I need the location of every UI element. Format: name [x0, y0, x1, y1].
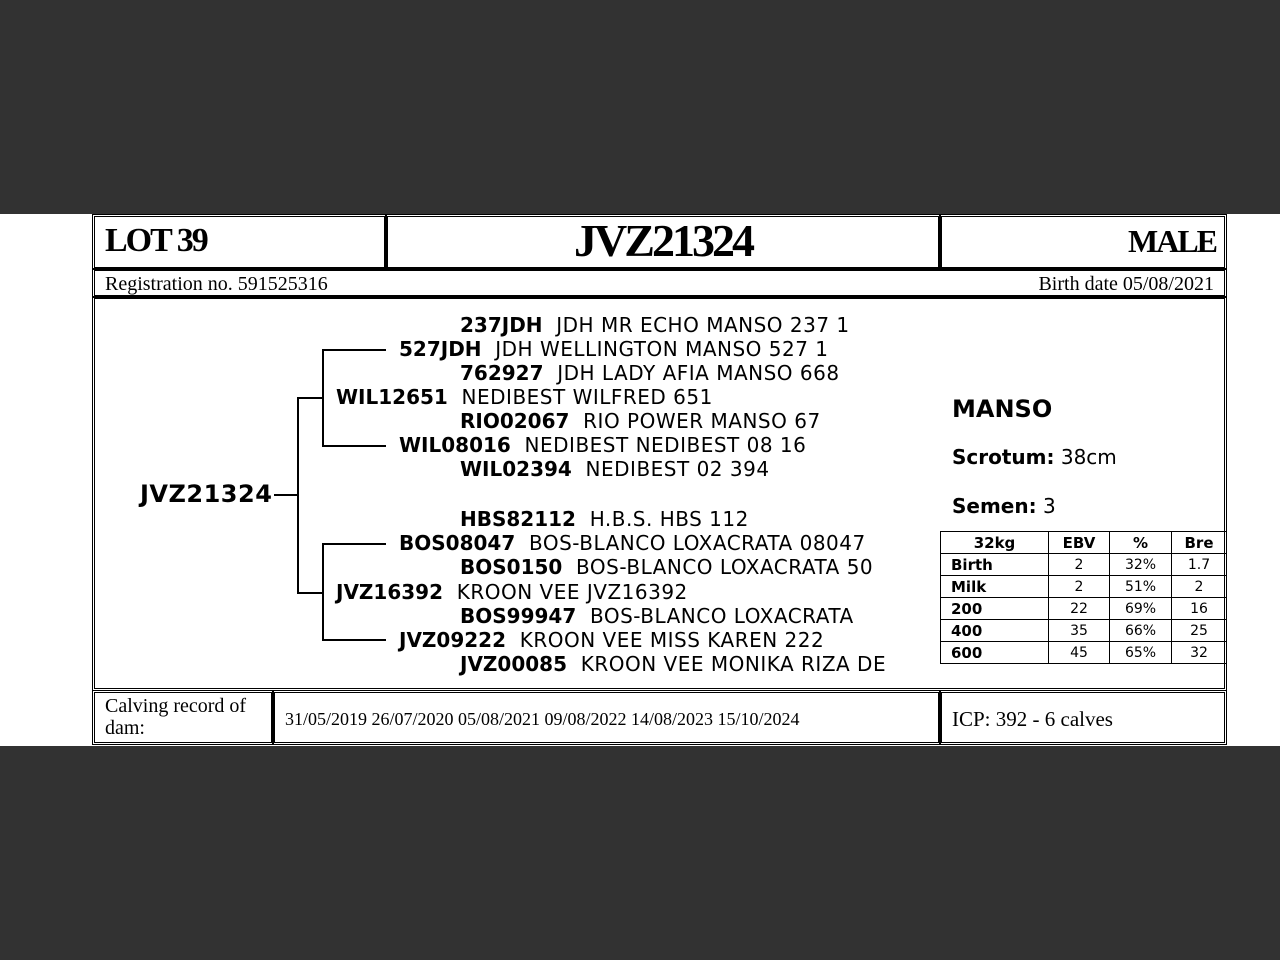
scrotum-value: 38cm	[1060, 445, 1117, 469]
pedigree-code: WIL02394	[460, 457, 572, 481]
scrotum-label: Scrotum:	[952, 445, 1055, 469]
ebv-trait: 400	[941, 620, 1049, 642]
ebv-row	[941, 576, 1227, 598]
pedigree-code: 237JDH	[460, 313, 543, 337]
ebv-percent: 66%	[1110, 620, 1172, 642]
pedigree-name: NEDIBEST WILFRED 651	[461, 385, 713, 409]
lot-card	[0, 214, 1280, 746]
pedigree-sire-sire	[399, 337, 829, 361]
ebv-value: 45	[1049, 642, 1110, 664]
pedigree-line	[274, 494, 298, 496]
ebv-value: 2	[1049, 576, 1110, 598]
ebv-percent: 65%	[1110, 642, 1172, 664]
ebv-breed: 25	[1172, 620, 1227, 642]
calving-record-label: Calving record of dam:	[94, 692, 272, 743]
registration-number: Registration no. 591525316	[105, 273, 328, 295]
pedigree-code: BOS0150	[460, 555, 563, 579]
pedigree-code: JVZ16392	[336, 580, 444, 604]
pedigree-sire-sire-dam	[460, 361, 840, 385]
pedigree-dam-dam-sire	[460, 604, 854, 628]
breed-line: MANSO	[952, 395, 1053, 423]
pedigree-code: HBS82112	[460, 507, 576, 531]
pedigree-name: RIO POWER MANSO 67	[583, 409, 821, 433]
semen-info	[952, 494, 1056, 518]
pedigree-line	[297, 397, 323, 399]
ebv-percent: 32%	[1110, 554, 1172, 576]
pedigree-name: JDH WELLINGTON MANSO 527 1	[495, 337, 829, 361]
animal-id-title: JVZ21324	[387, 216, 939, 268]
ebv-breed: 1.7	[1172, 554, 1227, 576]
ebv-row	[941, 620, 1227, 642]
pedigree-line	[322, 349, 324, 447]
ebv-header-row	[941, 532, 1227, 554]
pedigree-name: JDH MR ECHO MANSO 237 1	[556, 313, 850, 337]
pedigree-line	[322, 639, 386, 641]
ebv-trait: 600	[941, 642, 1049, 664]
ebv-trait: Milk	[941, 576, 1049, 598]
icp-summary: ICP: 392 - 6 calves	[941, 692, 1225, 743]
ebv-breed: 32	[1172, 642, 1227, 664]
pedigree-dam-dam	[399, 628, 824, 652]
ebv-row	[941, 642, 1227, 664]
pedigree-sire-dam	[399, 433, 806, 457]
ebv-value: 2	[1049, 554, 1110, 576]
pedigree-line	[297, 592, 323, 594]
ebv-breed: 16	[1172, 598, 1227, 620]
ebv-header: EBV	[1049, 532, 1110, 554]
pedigree-name: BOS-BLANCO LOXACRATA 50	[576, 555, 874, 579]
pedigree-code: WIL12651	[336, 385, 448, 409]
ebv-percent: 69%	[1110, 598, 1172, 620]
pedigree-code: BOS08047	[399, 531, 516, 555]
pedigree-line	[322, 543, 324, 641]
pedigree-name: BOS-BLANCO LOXACRATA 08047	[528, 531, 866, 555]
pedigree-sire-dam-sire	[460, 409, 821, 433]
semen-label: Semen:	[952, 494, 1037, 518]
pedigree-dam-sire	[399, 531, 866, 555]
scrotum-info	[952, 445, 1117, 469]
sex-label: MALE	[941, 216, 1225, 268]
pedigree-name: KROON VEE JVZ16392	[456, 580, 688, 604]
pedigree-line	[322, 445, 386, 447]
ebv-value: 22	[1049, 598, 1110, 620]
pedigree-dam-dam-dam	[460, 652, 886, 676]
pedigree-dam-sire-dam	[460, 555, 873, 579]
calving-record-dates: 31/05/2019 26/07/2020 05/08/2021 09/08/2022 14/08/2023 15/10/2024	[274, 692, 939, 743]
ebv-percent: 51%	[1110, 576, 1172, 598]
pedigree-code: JVZ09222	[399, 628, 507, 652]
pedigree-code: WIL08016	[399, 433, 511, 457]
ebv-trait: Birth	[941, 554, 1049, 576]
pedigree-dam	[336, 580, 688, 604]
pedigree-code: 762927	[460, 361, 544, 385]
semen-value: 3	[1042, 494, 1056, 518]
pedigree-line	[322, 543, 386, 545]
ebv-trait: 200	[941, 598, 1049, 620]
pedigree-code: BOS99947	[460, 604, 577, 628]
registration-row	[94, 270, 1225, 296]
pedigree-name: KROON VEE MONIKA RIZA DE	[580, 652, 887, 676]
ebv-header: 32kg	[941, 532, 1049, 554]
ebv-header: %	[1110, 532, 1172, 554]
pedigree-dam-sire-sire	[460, 507, 749, 531]
ebv-value: 35	[1049, 620, 1110, 642]
pedigree-name: NEDIBEST NEDIBEST 08 16	[524, 433, 807, 457]
ebv-table	[940, 531, 1227, 664]
pedigree-name: BOS-BLANCO LOXACRATA	[589, 604, 854, 628]
pedigree-name: KROON VEE MISS KAREN 222	[519, 628, 825, 652]
lot-number: LOT 39	[94, 216, 385, 268]
pedigree-code: 527JDH	[399, 337, 482, 361]
ebv-row	[941, 554, 1227, 576]
pedigree-line	[297, 397, 299, 593]
pedigree-code: JVZ00085	[460, 652, 568, 676]
pedigree-animal: JVZ21324	[140, 480, 273, 508]
birth-date: Birth date 05/08/2021	[1038, 273, 1214, 295]
pedigree-code: RIO02067	[460, 409, 570, 433]
pedigree-sire	[336, 385, 713, 409]
pedigree-name: H.B.S. HBS 112	[589, 507, 749, 531]
pedigree-line	[322, 349, 386, 351]
ebv-breed: 2	[1172, 576, 1227, 598]
pedigree-sire-dam-dam	[460, 457, 770, 481]
pedigree-name: JDH LADY AFIA MANSO 668	[557, 361, 840, 385]
pedigree-sire-sire-sire	[460, 313, 850, 337]
pedigree-name: NEDIBEST 02 394	[585, 457, 770, 481]
ebv-header: Bre	[1172, 532, 1227, 554]
ebv-row	[941, 598, 1227, 620]
